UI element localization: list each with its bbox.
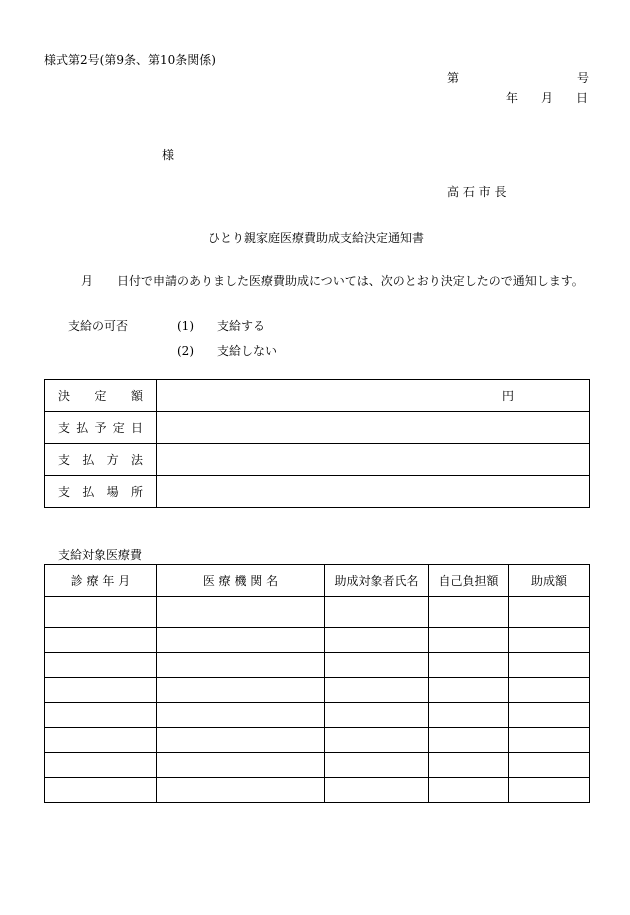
summary-row-payment-method [45,444,590,476]
summary-row-amount [45,380,590,412]
body-text: 日付で申請のありました医療費助成については、次のとおり決定したので通知します。 [117,274,584,288]
summary-label-amount: 決定額 [45,380,157,412]
summary-value-payment-place [157,476,590,508]
summary-value-payment-date [157,412,590,444]
table-row [45,728,590,753]
header-subsidy-amount: 助成額 [509,565,590,597]
summary-label-payment-place: 支払場所 [45,476,157,508]
detail-section-title: 支給対象医療費 [58,548,143,562]
decision-option-2-text: 支給しない [217,344,278,358]
date-month: 月 [541,91,554,105]
medical-expense-table [44,564,590,803]
document-number-suffix: 号 [577,71,590,85]
table-row [45,778,590,803]
decision-summary-table [44,379,590,508]
document-number-prefix: 第 [447,71,460,85]
header-copayment: 自己負担額 [429,565,509,597]
form-reference: 様式第2号(第9条、第10条関係) [44,53,216,67]
summary-label-payment-date: 支払予定日 [45,412,157,444]
decision-option-2-number: (2) [177,344,194,358]
summary-label-payment-method: 支払方法 [45,444,157,476]
issuer-name: 高 石 市 長 [447,185,507,199]
detail-header-row [45,565,590,597]
decision-option-1-number: (1) [177,319,194,333]
header-recipient-name: 助成対象者氏名 [325,565,429,597]
table-row [45,703,590,728]
yen-unit: 円 [501,389,514,403]
addressee-suffix: 様 [162,148,175,162]
decision-option-1-text: 支給する [217,319,266,333]
header-medical-institution: 医 療 機 関 名 [157,565,325,597]
date-year: 年 [506,91,519,105]
summary-value-payment-method [157,444,590,476]
summary-row-payment-place [45,476,590,508]
decision-label: 支給の可否 [68,319,129,333]
table-row [45,628,590,653]
table-row [45,597,590,628]
table-row [45,653,590,678]
summary-row-payment-date [45,412,590,444]
date-day: 日 [576,91,589,105]
summary-value-amount [157,380,590,412]
table-row [45,753,590,778]
header-treatment-month: 診 療 年 月 [45,565,157,597]
document-title: ひとり親家庭医療費助成支給決定通知書 [208,231,425,245]
body-month: 月 [81,274,94,288]
table-row [45,678,590,703]
